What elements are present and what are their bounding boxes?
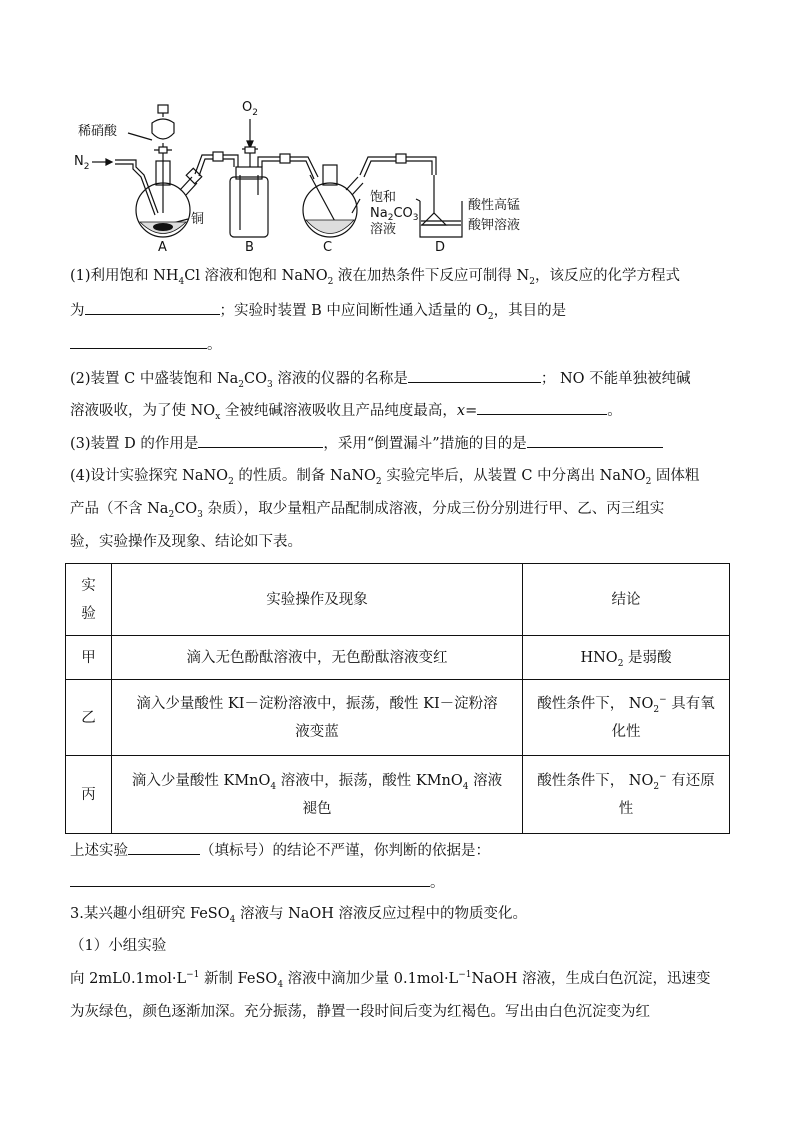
header-operation: 实验操作及现象 — [112, 564, 523, 636]
answer-blank[interactable] — [128, 840, 200, 855]
after-table-line2: 。 — [70, 872, 730, 893]
apparatus-drawing — [70, 95, 570, 255]
answer-blank[interactable] — [70, 872, 430, 887]
q1-line2: 为 ；实验时装置 B 中应间断性通入适量的 $O_2$，其目的是 — [70, 300, 730, 321]
n2-label: N — [74, 154, 84, 169]
answer-blank[interactable] — [408, 368, 541, 383]
results-table — [65, 563, 730, 834]
table-row — [66, 636, 730, 680]
label-B: B — [245, 240, 254, 255]
o2-sub: 2 — [252, 108, 258, 118]
answer-blank[interactable] — [477, 400, 607, 415]
row-id: 甲 — [66, 636, 112, 680]
label-A: A — [158, 240, 167, 255]
kmno4-label-1: 酸性高锰 — [468, 198, 521, 213]
na2co3-na: Na — [370, 206, 388, 221]
q4-line1: (4)设计实验探究 NaNO$_2$ 的性质。制备 NaNO$_2$ 实验完毕后，从装置 C 中分离出 NaNO$_2$ 固体粗 — [70, 468, 700, 487]
na2co3-sub2: 3 — [412, 213, 419, 223]
q4-line3: 验，实验操作及现象、结论如下表。 — [70, 534, 302, 550]
after-table-line1: 上述实验 （填标号）的结论不严谨，你判断的依据是： — [70, 840, 730, 861]
header-conclusion: 结论 — [523, 564, 730, 636]
dilute-nitric-label: 稀硝酸 — [78, 124, 118, 139]
saturated-label: 饱和 — [370, 190, 397, 205]
row-id: 丙 — [66, 756, 112, 834]
q2-line2: 溶液吸收，为了使 $NO_x$ 全被纯碱溶液吸收且产品纯度最高，x= 。 — [70, 400, 730, 421]
na2co3-sub1: 2 — [387, 213, 394, 223]
row-id: 乙 — [66, 680, 112, 756]
row-operation: 滴入少量酸性 KMnO$_4$ 溶液中，振荡，酸性 KMnO$_4$ 溶液 褪色 — [112, 756, 523, 834]
row-conclusion: $HNO_2$ 是弱酸 — [523, 636, 730, 680]
copper-label: 铜 — [191, 212, 205, 227]
q3b-p2: 为灰绿色，颜色逐渐加深。充分振荡，静置一段时间后变为红褐色。写出由白色沉淀变为红 — [70, 1004, 650, 1020]
svg-text:O2 — [242, 100, 258, 118]
row-conclusion: 酸性条件下， $NO_2^-$ 具有氧 化性 — [523, 680, 730, 756]
answer-blank[interactable] — [198, 433, 323, 448]
table-row — [66, 680, 730, 756]
header-experiment: 实 验 — [66, 564, 112, 636]
svg-text:Na2CO3 — [370, 206, 418, 223]
q2-line1: (2)装置 C 中盛装饱和 $Na_2CO_3$ 溶液的仪器的名称是 ； NO 不能单独被纯碱 — [70, 368, 730, 389]
answer-blank[interactable] — [70, 334, 207, 349]
o2-label: O — [242, 100, 253, 115]
na2co3-co: CO — [393, 206, 413, 221]
row-conclusion: 酸性条件下， $NO_2^-$ 有还原 性 — [523, 756, 730, 834]
kmno4-label-2: 酸钾溶液 — [468, 218, 521, 233]
solution-label: 溶液 — [370, 222, 397, 237]
label-D: D — [435, 240, 446, 255]
table-row — [66, 756, 730, 834]
answer-blank[interactable] — [527, 433, 663, 448]
row-operation: 滴入无色酚酞溶液中，无色酚酞溶液变红 — [112, 636, 523, 680]
n2-sub: 2 — [83, 162, 90, 172]
q1-line3: 。 — [70, 334, 730, 355]
table-header-row — [66, 564, 730, 636]
svg-text:N2 — [74, 154, 89, 172]
q3b-title: 3.某兴趣小组研究 FeSO$_4$ 溶液与 NaOH 溶液反应过程中的物质变化。 — [70, 906, 528, 925]
answer-blank[interactable] — [85, 300, 220, 315]
q4-line2: 产品（不含 $Na_2CO_3$ 杂质），取少量粗产品配制成溶液，分成三份分别进行甲、乙、丙三组实 — [70, 501, 665, 520]
q3-line: (3)装置 D 的作用是 ，采用“倒置漏斗”措施的目的是 — [70, 433, 730, 454]
q1-line1: (1)利用饱和 $NH_4Cl$ 溶液和饱和 NaNO$_2$ 液在加热条件下反应可制得 $N_2$，该反应的化学方程式 — [70, 268, 680, 287]
label-C: C — [323, 240, 333, 255]
q3b-p1: 向 $2mL0.1mol\cdot L^{-1}$ 新制 FeSO$_4$ 溶液中滴加少量 $0.1mol\cdot L^{-1}NaOH$ 溶液，生成白色沉淀，迅速变 — [70, 970, 711, 990]
row-operation: 滴入少量酸性 KI－淀粉溶液中，振荡，酸性 KI－淀粉溶 液变蓝 — [112, 680, 523, 756]
apparatus-figure — [70, 95, 570, 255]
q3b-sub1: （1）小组实验 — [70, 938, 167, 954]
